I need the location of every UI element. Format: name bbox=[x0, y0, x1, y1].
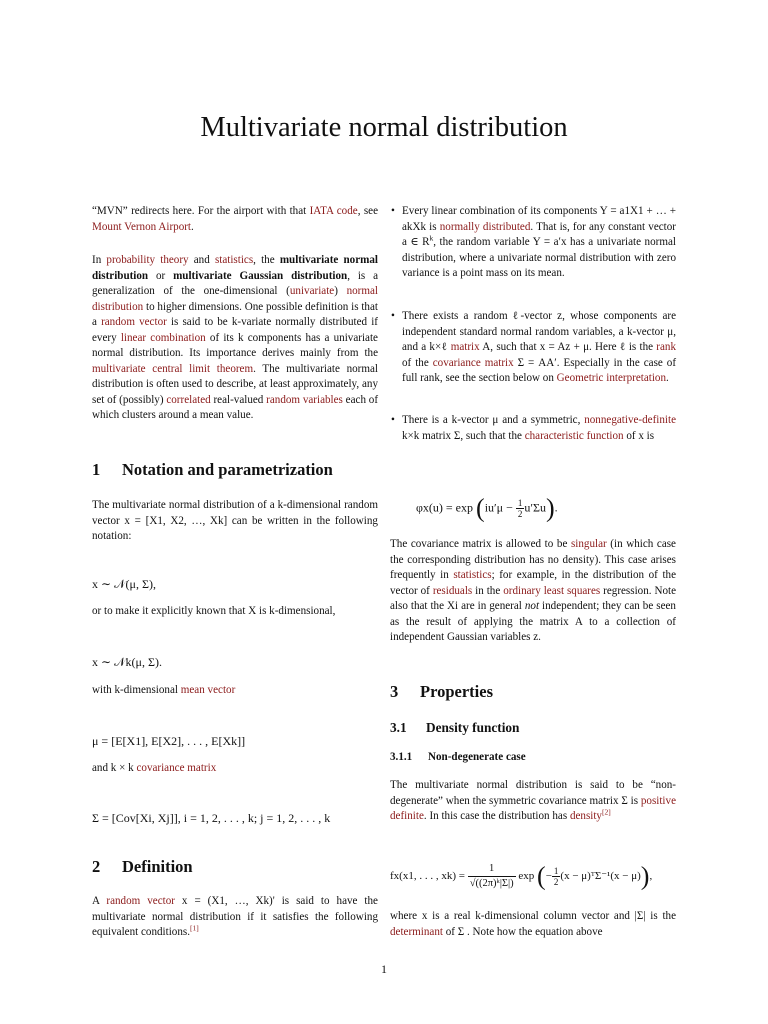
superscript: k bbox=[429, 233, 434, 243]
section-3-para-1 bbox=[390, 778, 676, 825]
section-number: 2 bbox=[92, 857, 101, 876]
text: Σ = AA′. Especially in the case of full rank, see the section below on bbox=[402, 356, 677, 384]
text: . The multivariate normal distribution is often used to describe, at least approximately, any set of (possibly) bbox=[92, 362, 378, 406]
link-geometric-interpretation[interactable]: Geometric interpretation bbox=[556, 372, 667, 384]
text: . bbox=[191, 220, 194, 233]
page-number: 1 bbox=[381, 962, 387, 976]
text: . bbox=[666, 372, 669, 384]
text: There is a k-vector μ and a symmetric, bbox=[402, 414, 585, 426]
paren-close: ) bbox=[545, 493, 555, 523]
subsubsection-3-1-1-heading bbox=[390, 750, 676, 765]
link-linear-combination[interactable]: linear combination bbox=[120, 331, 206, 344]
text: ; for example, in the distribution of the vector of bbox=[390, 569, 676, 597]
text: In bbox=[92, 254, 107, 266]
link-iata-code[interactable]: IATA code bbox=[309, 205, 358, 217]
math-text: exp bbox=[518, 870, 535, 883]
link-matrix[interactable]: matrix bbox=[450, 341, 480, 353]
text: , the random variable Y = a′x has a univariate normal distribution, where a univariate normal distribution with zero variance is a point mass on its mean. bbox=[402, 236, 676, 279]
text: of its k components has a univariate normal distribution. Its importance derives mainly from the bbox=[92, 331, 378, 359]
link-determinant[interactable]: determinant bbox=[390, 925, 443, 938]
math-text: u′Σu bbox=[524, 500, 546, 515]
text: (in which case the corresponding distribution has no density). This case arises frequently in bbox=[390, 538, 676, 581]
link-univariate[interactable]: univariate bbox=[289, 285, 335, 297]
bullet-dot: • bbox=[391, 205, 395, 217]
equation-density bbox=[390, 862, 690, 891]
link-correlated[interactable]: correlated bbox=[166, 393, 211, 406]
section-1-para-2 bbox=[92, 604, 378, 620]
numerator: 1 bbox=[468, 862, 516, 877]
section-3-para-2 bbox=[390, 909, 676, 940]
text: . In this case the distribution has bbox=[423, 810, 570, 822]
equation-2: x ∼ 𝒩k(μ, Σ). bbox=[92, 655, 162, 669]
math-text: φx(u) = exp bbox=[416, 500, 474, 515]
subsection-title: Density function bbox=[426, 720, 520, 735]
equation-3: μ = [E[X1], E[X2], . . . , E[Xk]] bbox=[92, 734, 246, 748]
section-number: 1 bbox=[92, 460, 101, 479]
equation-4: Σ = [Cov[Xi, Xj]], i = 1, 2, . . . , k; j = 1, 2, . . . , k bbox=[92, 811, 331, 825]
section-3-heading bbox=[390, 681, 676, 703]
section-1-para-4 bbox=[92, 761, 378, 777]
text: and k × k bbox=[92, 762, 137, 774]
text: The multivariate normal distribution of a k-dimensional random vector bbox=[92, 499, 378, 527]
subsubsection-title: Non-degenerate case bbox=[428, 751, 526, 763]
text: of the bbox=[402, 356, 433, 369]
link-random-variables[interactable]: random variables bbox=[266, 393, 343, 406]
text: regression. Note also that the Xi are in general bbox=[390, 584, 677, 612]
emphasis: not bbox=[524, 600, 540, 612]
intro-paragraph bbox=[92, 253, 378, 424]
equation-1: x ∼ 𝒩(μ, Σ), bbox=[92, 577, 156, 591]
text: The multivariate normal distribution is said to be “non-degenerate” when the symmetric covariance matrix Σ is bbox=[390, 779, 676, 807]
bullet-item-3 bbox=[391, 413, 676, 444]
link-characteristic-function[interactable]: characteristic function bbox=[524, 429, 624, 442]
reference-1[interactable]: [1] bbox=[189, 923, 199, 933]
text: independent; they can be seen as the result of applying the matrix A to a collection of independent Gaussian variables z. bbox=[390, 600, 676, 643]
text: x = (X1, …, Xk)' is said to have the multivariate normal distribution if it satisfies the following equivalent conditions. bbox=[92, 895, 378, 938]
link-residuals[interactable]: residuals bbox=[432, 584, 473, 597]
denominator: 2 bbox=[517, 509, 523, 519]
bullet-dot: • bbox=[391, 310, 395, 322]
text: real-valued bbox=[210, 393, 267, 406]
link-covariance-matrix[interactable]: covariance matrix bbox=[136, 762, 217, 774]
text: of x is bbox=[623, 429, 655, 442]
section-1-para-1 bbox=[92, 498, 378, 545]
text: of Σ . Note how the equation above bbox=[442, 925, 603, 938]
text: is said to be k-variate normally distributed if every bbox=[92, 316, 378, 344]
math-text: fx(x1, . . . , xk) = bbox=[390, 870, 465, 883]
numerator: 1 bbox=[517, 498, 523, 508]
link-positive-definite[interactable]: positive definite bbox=[390, 794, 676, 822]
text: , is a generalization of the one-dimensional ( bbox=[92, 269, 378, 297]
math-text: , bbox=[649, 870, 653, 883]
link-mount-vernon-airport[interactable]: Mount Vernon Airport bbox=[92, 220, 192, 233]
link-statistics-2[interactable]: statistics bbox=[453, 569, 492, 581]
paren-open: ( bbox=[537, 861, 546, 891]
text: or to make it explicitly known that X is k-dimensional, bbox=[92, 605, 336, 617]
link-mean-vector[interactable]: mean vector bbox=[180, 684, 236, 696]
link-singular[interactable]: singular bbox=[570, 538, 607, 550]
bullet-item-2 bbox=[391, 309, 677, 387]
text: can be written in the following notation: bbox=[92, 514, 378, 542]
subsubsection-number: 3.1.1 bbox=[390, 751, 413, 763]
link-covariance-matrix-2[interactable]: covariance matrix bbox=[432, 356, 514, 369]
math-inline: x = [X1, X2, …, Xk] bbox=[124, 514, 228, 527]
link-rank[interactable]: rank bbox=[656, 341, 676, 353]
text: with k-dimensional bbox=[92, 684, 181, 696]
denominator: 2 bbox=[553, 877, 559, 887]
section-title: Definition bbox=[122, 857, 193, 876]
subsection-number: 3.1 bbox=[390, 720, 407, 735]
reference-2[interactable]: [2] bbox=[601, 807, 611, 817]
bold-term: multivariate Gaussian distribution bbox=[173, 269, 348, 282]
intro-redirect bbox=[92, 204, 378, 235]
link-ordinary-least-squares[interactable]: ordinary least squares bbox=[503, 584, 601, 597]
paren-close: ) bbox=[640, 861, 650, 891]
text: or bbox=[148, 269, 174, 282]
link-statistics[interactable]: statistics bbox=[214, 254, 254, 266]
text: A bbox=[92, 895, 107, 907]
denominator: √((2π)ᵏ|Σ|) bbox=[469, 878, 514, 889]
bullet-dot: • bbox=[391, 414, 395, 426]
subsection-3-1-heading bbox=[390, 719, 676, 737]
fraction bbox=[468, 862, 516, 891]
math-text: − bbox=[545, 870, 552, 883]
equation-characteristic-function bbox=[416, 493, 558, 523]
section-1-heading bbox=[92, 459, 378, 481]
text: Every linear combination of its components Y = a1X1 + … + akXk is bbox=[402, 205, 676, 233]
math-text: (x − μ)ᵀΣ⁻¹(x − μ) bbox=[560, 870, 641, 883]
text: , the bbox=[253, 254, 280, 266]
bullet-item-1 bbox=[391, 204, 676, 282]
bold-term: multivariate normal distribution bbox=[92, 254, 379, 282]
text: k×k matrix Σ, such that the bbox=[402, 429, 525, 442]
section-2-heading bbox=[92, 856, 378, 878]
link-normally-distributed[interactable]: normally distributed bbox=[439, 220, 531, 233]
section-title: Notation and parametrization bbox=[122, 460, 333, 479]
section-title: Properties bbox=[420, 682, 494, 701]
math-text: . bbox=[554, 500, 558, 515]
link-multivariate-clt[interactable]: multivariate central limit theorem bbox=[92, 362, 254, 375]
link-nonnegative-definite[interactable]: nonnegative-definite bbox=[584, 414, 676, 426]
section-1-para-3 bbox=[92, 683, 378, 699]
text: “MVN” redirects here. For the airport with that bbox=[92, 205, 310, 217]
text: A, such that x = Az + μ. Here ℓ is the bbox=[479, 341, 657, 353]
text: in the bbox=[472, 584, 504, 597]
section-number: 3 bbox=[390, 682, 399, 701]
link-probability-theory[interactable]: probability theory bbox=[106, 254, 189, 266]
text: and bbox=[188, 254, 215, 266]
link-density[interactable]: density bbox=[569, 810, 602, 822]
text: where x is a real k-dimensional column vector and |Σ| is the bbox=[390, 910, 676, 922]
link-random-vector[interactable]: random vector bbox=[101, 316, 167, 328]
text: There exists a random ℓ-vector z, whose components are independent standard normal random variables, a k-vector μ, and a k×ℓ bbox=[402, 310, 676, 353]
text: The covariance matrix is allowed to be bbox=[390, 538, 571, 550]
text: . That is, for any constant vector a ∈ R bbox=[402, 220, 676, 248]
link-random-vector-def[interactable]: random vector bbox=[106, 895, 175, 907]
text: , see bbox=[357, 205, 378, 217]
link-normal-distribution[interactable]: normal distribution bbox=[92, 285, 378, 313]
page-title: Multivariate normal distribution bbox=[200, 112, 568, 143]
text: ) bbox=[334, 285, 347, 297]
numerator: 1 bbox=[553, 866, 559, 876]
math-text: iu′μ − bbox=[484, 500, 516, 515]
paren-open: ( bbox=[476, 493, 485, 523]
text: each of which clusters around a mean value. bbox=[92, 393, 379, 421]
section-2-para-1 bbox=[92, 894, 378, 941]
text: to higher dimensions. One possible definition is that a bbox=[92, 300, 378, 328]
right-paragraph bbox=[390, 537, 676, 646]
